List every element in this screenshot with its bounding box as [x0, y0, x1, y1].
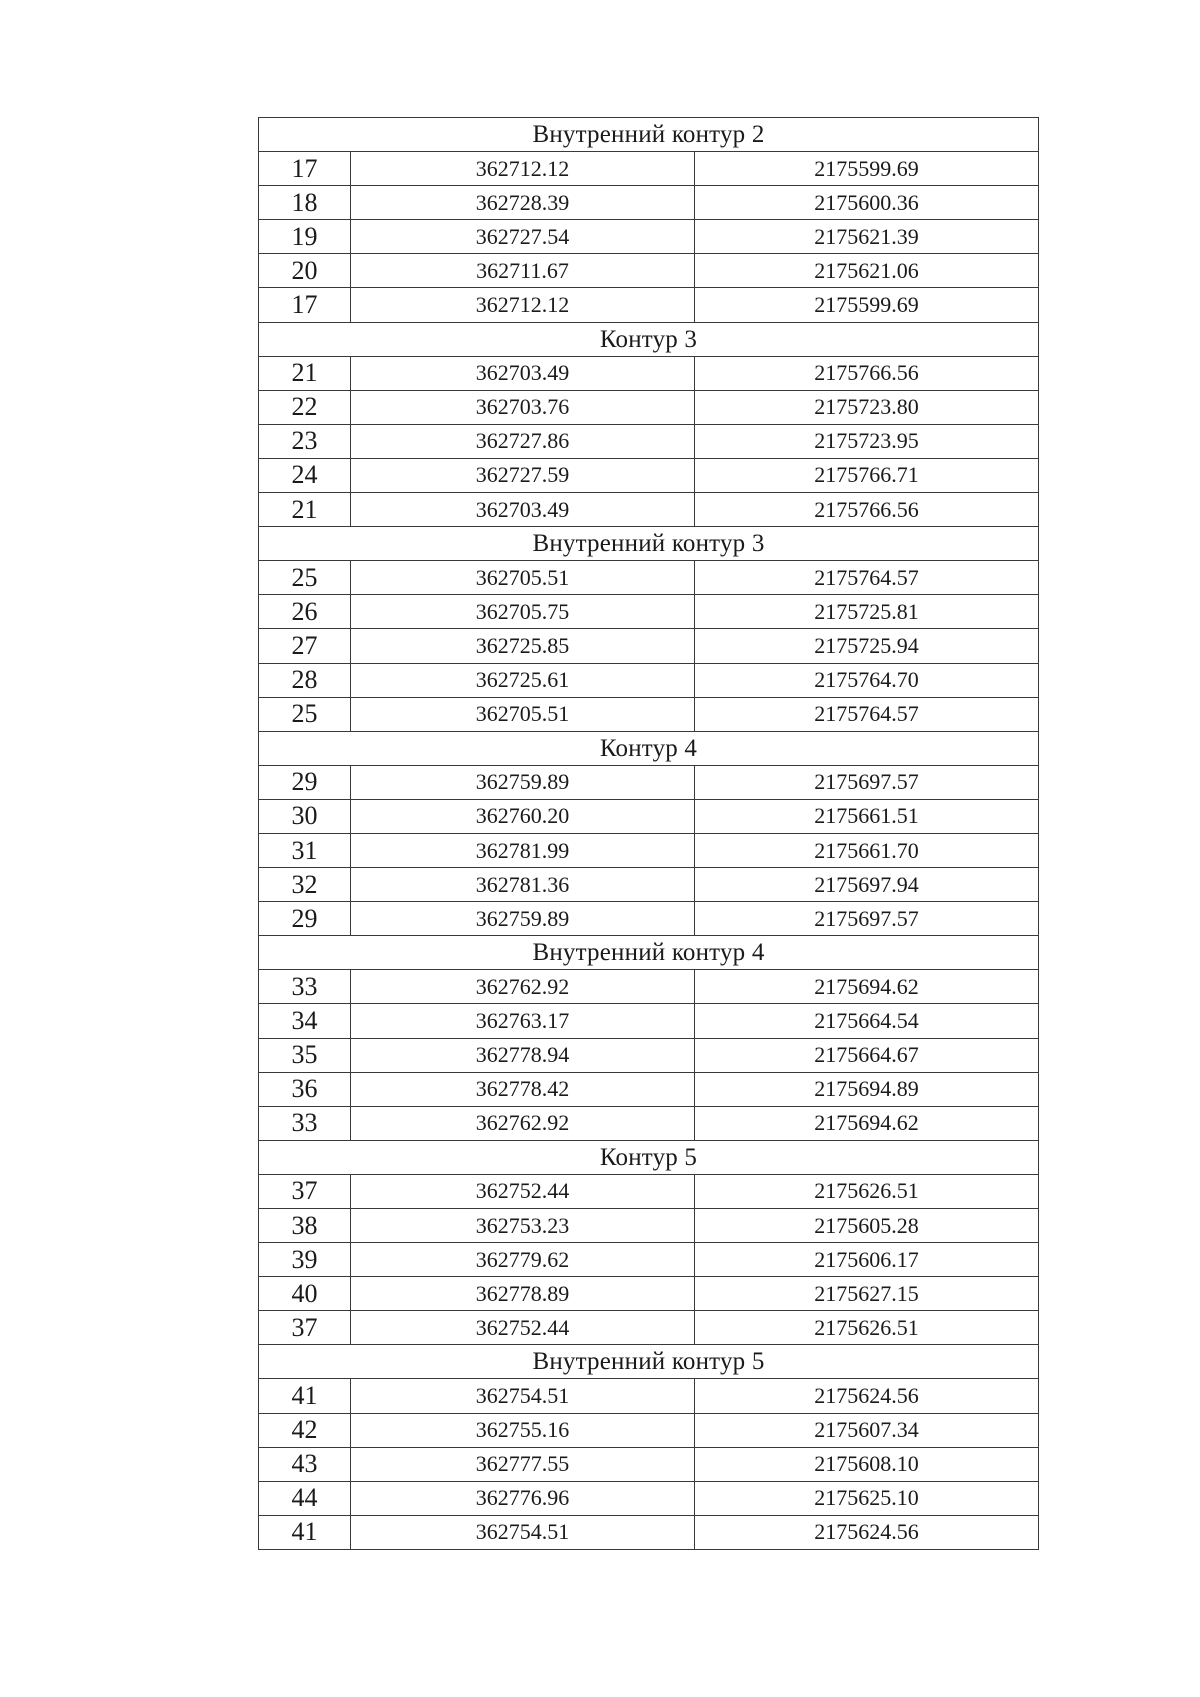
x-coordinate-cell: 362779.62	[351, 1243, 695, 1277]
point-number-cell: 37	[259, 1174, 351, 1208]
x-coordinate-cell: 362725.85	[351, 629, 695, 663]
section-header-row	[259, 936, 1039, 970]
x-coordinate-cell: 362778.89	[351, 1277, 695, 1311]
point-number-cell: 17	[259, 152, 351, 186]
table-row	[259, 1515, 1039, 1549]
point-number-cell: 23	[259, 424, 351, 458]
section-header-row	[259, 118, 1039, 152]
table-row	[259, 902, 1039, 936]
section-header-row	[259, 527, 1039, 561]
section-header-row	[259, 1140, 1039, 1174]
point-number-cell: 36	[259, 1072, 351, 1106]
section-title: Контур 3	[259, 322, 1039, 356]
y-coordinate-cell: 2175694.89	[695, 1072, 1039, 1106]
point-number-cell: 38	[259, 1209, 351, 1243]
point-number-cell: 26	[259, 595, 351, 629]
table-row	[259, 1106, 1039, 1140]
point-number-cell: 21	[259, 356, 351, 390]
y-coordinate-cell: 2175694.62	[695, 1106, 1039, 1140]
table-row	[259, 765, 1039, 799]
x-coordinate-cell: 362754.51	[351, 1515, 695, 1549]
x-coordinate-cell: 362712.12	[351, 288, 695, 322]
table-row	[259, 697, 1039, 731]
point-number-cell: 25	[259, 697, 351, 731]
y-coordinate-cell: 2175607.34	[695, 1413, 1039, 1447]
y-coordinate-cell: 2175766.56	[695, 356, 1039, 390]
x-coordinate-cell: 362754.51	[351, 1379, 695, 1413]
y-coordinate-cell: 2175697.57	[695, 765, 1039, 799]
y-coordinate-cell: 2175697.94	[695, 868, 1039, 902]
x-coordinate-cell: 362755.16	[351, 1413, 695, 1447]
table-row	[259, 493, 1039, 527]
section-title: Внутренний контур 3	[259, 527, 1039, 561]
section-title: Контур 4	[259, 731, 1039, 765]
x-coordinate-cell: 362711.67	[351, 254, 695, 288]
section-header-row	[259, 731, 1039, 765]
table-row	[259, 186, 1039, 220]
point-number-cell: 18	[259, 186, 351, 220]
y-coordinate-cell: 2175626.51	[695, 1311, 1039, 1345]
table-row	[259, 1379, 1039, 1413]
x-coordinate-cell: 362703.49	[351, 356, 695, 390]
x-coordinate-cell: 362776.96	[351, 1481, 695, 1515]
y-coordinate-cell: 2175764.57	[695, 561, 1039, 595]
table-row	[259, 970, 1039, 1004]
table-row	[259, 1209, 1039, 1243]
y-coordinate-cell: 2175766.71	[695, 458, 1039, 492]
table-row	[259, 1277, 1039, 1311]
x-coordinate-cell: 362727.86	[351, 424, 695, 458]
table-row	[259, 220, 1039, 254]
table-row	[259, 833, 1039, 867]
point-number-cell: 32	[259, 868, 351, 902]
point-number-cell: 37	[259, 1311, 351, 1345]
section-title: Внутренний контур 2	[259, 118, 1039, 152]
y-coordinate-cell: 2175626.51	[695, 1174, 1039, 1208]
point-number-cell: 41	[259, 1379, 351, 1413]
point-number-cell: 19	[259, 220, 351, 254]
y-coordinate-cell: 2175764.57	[695, 697, 1039, 731]
point-number-cell: 39	[259, 1243, 351, 1277]
y-coordinate-cell: 2175624.56	[695, 1515, 1039, 1549]
point-number-cell: 29	[259, 902, 351, 936]
y-coordinate-cell: 2175606.17	[695, 1243, 1039, 1277]
point-number-cell: 31	[259, 833, 351, 867]
x-coordinate-cell: 362778.94	[351, 1038, 695, 1072]
point-number-cell: 28	[259, 663, 351, 697]
table-row	[259, 458, 1039, 492]
point-number-cell: 42	[259, 1413, 351, 1447]
x-coordinate-cell: 362725.61	[351, 663, 695, 697]
point-number-cell: 17	[259, 288, 351, 322]
table-row	[259, 663, 1039, 697]
point-number-cell: 41	[259, 1515, 351, 1549]
x-coordinate-cell: 362727.59	[351, 458, 695, 492]
point-number-cell: 21	[259, 493, 351, 527]
x-coordinate-cell: 362752.44	[351, 1311, 695, 1345]
point-number-cell: 30	[259, 799, 351, 833]
point-number-cell: 22	[259, 390, 351, 424]
y-coordinate-cell: 2175723.80	[695, 390, 1039, 424]
x-coordinate-cell: 362778.42	[351, 1072, 695, 1106]
section-header-row	[259, 322, 1039, 356]
table-row	[259, 390, 1039, 424]
x-coordinate-cell: 362777.55	[351, 1447, 695, 1481]
x-coordinate-cell: 362753.23	[351, 1209, 695, 1243]
x-coordinate-cell: 362762.92	[351, 970, 695, 1004]
y-coordinate-cell: 2175599.69	[695, 152, 1039, 186]
table-row	[259, 152, 1039, 186]
point-number-cell: 24	[259, 458, 351, 492]
coordinates-table-body	[259, 118, 1039, 1550]
y-coordinate-cell: 2175723.95	[695, 424, 1039, 458]
y-coordinate-cell: 2175764.70	[695, 663, 1039, 697]
table-row	[259, 356, 1039, 390]
table-row	[259, 561, 1039, 595]
coordinates-table	[258, 117, 1039, 1550]
table-row	[259, 288, 1039, 322]
y-coordinate-cell: 2175599.69	[695, 288, 1039, 322]
y-coordinate-cell: 2175694.62	[695, 970, 1039, 1004]
point-number-cell: 33	[259, 1106, 351, 1140]
y-coordinate-cell: 2175664.54	[695, 1004, 1039, 1038]
x-coordinate-cell: 362762.92	[351, 1106, 695, 1140]
y-coordinate-cell: 2175725.94	[695, 629, 1039, 663]
y-coordinate-cell: 2175625.10	[695, 1481, 1039, 1515]
table-row	[259, 1413, 1039, 1447]
y-coordinate-cell: 2175605.28	[695, 1209, 1039, 1243]
y-coordinate-cell: 2175627.15	[695, 1277, 1039, 1311]
table-row	[259, 595, 1039, 629]
x-coordinate-cell: 362760.20	[351, 799, 695, 833]
point-number-cell: 44	[259, 1481, 351, 1515]
point-number-cell: 27	[259, 629, 351, 663]
y-coordinate-cell: 2175621.06	[695, 254, 1039, 288]
point-number-cell: 33	[259, 970, 351, 1004]
section-title: Внутренний контур 4	[259, 936, 1039, 970]
x-coordinate-cell: 362705.51	[351, 697, 695, 731]
x-coordinate-cell: 362728.39	[351, 186, 695, 220]
table-row	[259, 424, 1039, 458]
table-row	[259, 868, 1039, 902]
table-row	[259, 799, 1039, 833]
x-coordinate-cell: 362712.12	[351, 152, 695, 186]
x-coordinate-cell: 362759.89	[351, 902, 695, 936]
x-coordinate-cell: 362759.89	[351, 765, 695, 799]
point-number-cell: 35	[259, 1038, 351, 1072]
x-coordinate-cell: 362781.36	[351, 868, 695, 902]
y-coordinate-cell: 2175608.10	[695, 1447, 1039, 1481]
y-coordinate-cell: 2175664.67	[695, 1038, 1039, 1072]
point-number-cell: 40	[259, 1277, 351, 1311]
y-coordinate-cell: 2175621.39	[695, 220, 1039, 254]
point-number-cell: 25	[259, 561, 351, 595]
table-row	[259, 1174, 1039, 1208]
x-coordinate-cell: 362781.99	[351, 833, 695, 867]
x-coordinate-cell: 362763.17	[351, 1004, 695, 1038]
x-coordinate-cell: 362705.51	[351, 561, 695, 595]
table-row	[259, 629, 1039, 663]
y-coordinate-cell: 2175661.70	[695, 833, 1039, 867]
y-coordinate-cell: 2175766.56	[695, 493, 1039, 527]
x-coordinate-cell: 362752.44	[351, 1174, 695, 1208]
table-row	[259, 1447, 1039, 1481]
table-row	[259, 1243, 1039, 1277]
point-number-cell: 29	[259, 765, 351, 799]
table-row	[259, 1481, 1039, 1515]
y-coordinate-cell: 2175725.81	[695, 595, 1039, 629]
x-coordinate-cell: 362727.54	[351, 220, 695, 254]
point-number-cell: 43	[259, 1447, 351, 1481]
y-coordinate-cell: 2175661.51	[695, 799, 1039, 833]
x-coordinate-cell: 362705.75	[351, 595, 695, 629]
table-row	[259, 1072, 1039, 1106]
y-coordinate-cell: 2175697.57	[695, 902, 1039, 936]
table-row	[259, 1311, 1039, 1345]
x-coordinate-cell: 362703.76	[351, 390, 695, 424]
y-coordinate-cell: 2175600.36	[695, 186, 1039, 220]
table-row	[259, 1004, 1039, 1038]
section-title: Контур 5	[259, 1140, 1039, 1174]
point-number-cell: 34	[259, 1004, 351, 1038]
table-row	[259, 254, 1039, 288]
y-coordinate-cell: 2175624.56	[695, 1379, 1039, 1413]
section-header-row	[259, 1345, 1039, 1379]
table-row	[259, 1038, 1039, 1072]
point-number-cell: 20	[259, 254, 351, 288]
section-title: Внутренний контур 5	[259, 1345, 1039, 1379]
x-coordinate-cell: 362703.49	[351, 493, 695, 527]
